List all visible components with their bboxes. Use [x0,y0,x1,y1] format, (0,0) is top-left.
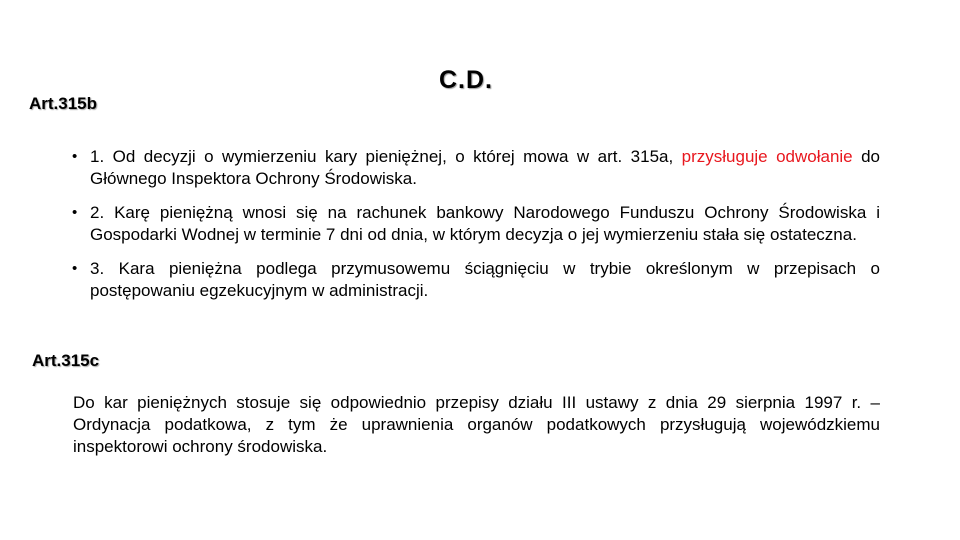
bullet-icon: • [72,204,78,221]
bullet-item-3 [72,258,880,302]
section-heading-art-315b: Art.315b [29,94,98,113]
bullet-item-1 [72,146,880,190]
bullet-list-art-315b [72,146,880,314]
bullet-item-1-text-after: do Głównego Inspektora Ochrony Środowiska. [90,147,880,188]
bullet-icon: • [72,260,78,277]
bullet-item-2 [72,202,880,246]
art-315c-paragraph: Do kar pieniężnych stosuje się odpowiednio przepisy działu III ustawy z dnia 29 sierpnia 1997 r. –Ordynacja podatkowa, z tym że uprawnienia organów podatkowych przysługują wojewódzkiemu inspektorowi ochrony środowiska. [73,393,880,456]
bullet-item-3-text: 3. Kara pieniężna podlega przymusowemu ściągnięciu w trybie określonym w przepisach o postępowaniu egzekucyjnym w administracji. [90,259,880,300]
slide-title: C.D. [439,66,493,94]
bullet-item-1-highlight: przysługuje odwołanie [681,147,853,166]
bullet-item-1-text-before: 1. Od decyzji o wymierzeniu kary pieniężnej, o której mowa w art. 315a, [90,147,682,166]
bullet-icon: • [72,148,78,165]
bullet-item-2-text: 2. Karę pieniężną wnosi się na rachunek bankowy Narodowego Funduszu Ochrony Środowiska i Gospodarki Wodnej w terminie 7 dni od dnia, w którym decyzja o jej wymierzeniu stała się ostateczna. [90,203,880,244]
section-heading-art-315c: Art.315c [32,351,100,370]
